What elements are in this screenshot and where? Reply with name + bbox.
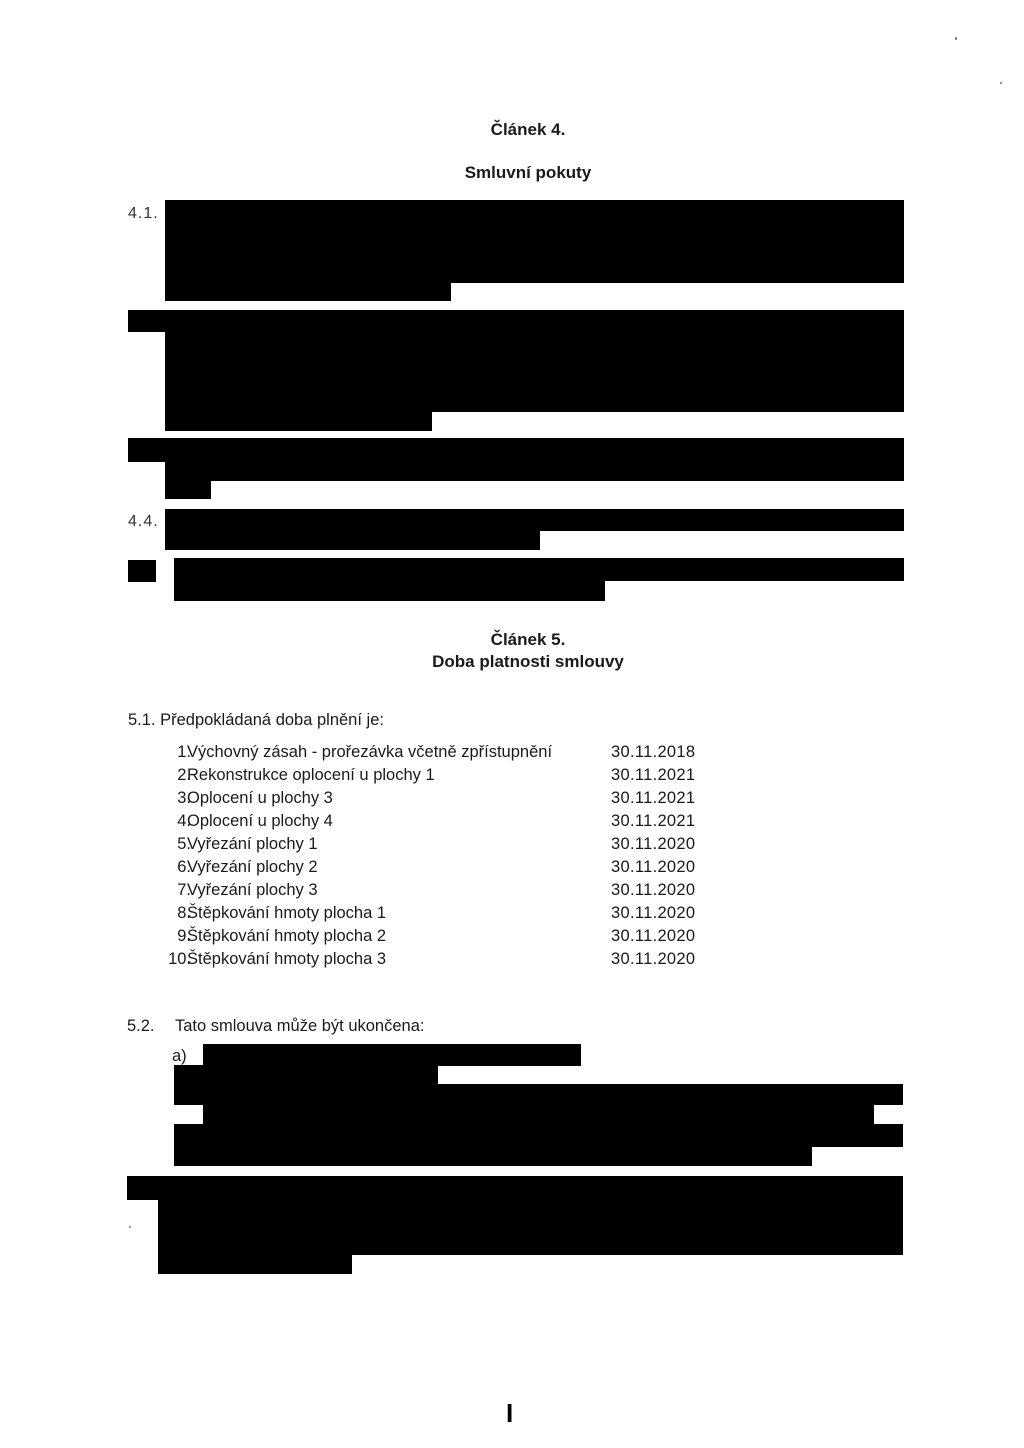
redaction-block [165,200,904,283]
article-4-subtitle: Smluvní pokuty [464,163,592,182]
redaction-block [174,1146,812,1166]
list-item-label: Oplocení u plochy 4 [187,812,333,830]
list-item-number: 10. [168,950,191,968]
list-item [157,950,717,973]
redaction-block [203,1044,581,1066]
list-item-date: 30.11.2020 [611,904,696,922]
redaction-block [128,438,904,462]
redaction-block [165,509,904,531]
clause-5-2-number: 5.2. [127,1017,155,1035]
list-item-label: Vyřezání plochy 1 [187,835,318,853]
list-item-date: 30.11.2020 [611,835,696,853]
redaction-block [203,1104,874,1125]
clause-5-1-text: 5.1. Předpokládaná doba plnění je: [128,711,384,729]
page-mark: I [506,1398,514,1428]
redaction-block [165,411,432,431]
list-item-number: 3. [177,789,191,807]
list-item-date: 30.11.2021 [611,789,696,807]
list-item-number: 1. [177,743,191,761]
redaction-block [174,580,605,601]
redaction-block [158,1253,352,1274]
redaction-block [174,1084,903,1105]
list-item-label: Štěpkování hmoty plocha 2 [187,927,387,945]
list-item-date: 30.11.2020 [611,950,696,968]
list-item-label: Rekonstrukce oplocení u plochy 1 [187,766,435,784]
redaction-block [165,460,904,481]
list-item-label: Vyřezání plochy 3 [187,881,318,899]
redaction-block [158,1198,903,1255]
clause-5-2-text: Tato smlouva může být ukončena: [175,1017,425,1035]
list-item-date: 30.11.2020 [611,858,696,876]
scan-speck [129,1226,131,1228]
scan-speck [955,37,957,40]
list-item-label: Štěpkování hmoty plocha 1 [187,904,387,922]
list-item [157,927,717,950]
list-item [157,743,717,766]
clause-4-4-number: 4.4. [128,513,159,530]
redaction-block [165,530,540,550]
list-item [157,904,717,927]
list-item-number: 8. [177,904,191,922]
list-item-date: 30.11.2018 [611,743,696,761]
list-item [157,812,717,835]
list-item-date: 30.11.2021 [611,812,696,830]
list-item-number: 2. [177,766,191,784]
list-item-number: 9. [177,927,191,945]
list-item-number: 5. [177,835,191,853]
article-4-title: Článek 4. [490,120,566,139]
list-item [157,766,717,789]
list-item-date: 30.11.2021 [611,766,696,784]
item-a-label: a) [172,1047,187,1065]
redaction-block [165,480,211,499]
redaction-block [174,558,904,581]
list-item [157,789,717,812]
list-item [157,858,717,881]
redaction-block [165,282,451,301]
list-item-label: Štěpkování hmoty plocha 3 [187,950,387,968]
article-5-title: Článek 5. [490,630,566,649]
list-item-number: 7. [177,881,191,899]
list-item [157,881,717,904]
article-5-subtitle: Doba platnosti smlouvy [432,652,624,671]
list-item-label: Výchovný zásah - prořezávka včetně zpřístupnění [187,743,553,761]
list-item-number: 6. [177,858,191,876]
list-item-label: Vyřezání plochy 2 [187,858,318,876]
scan-speck [1000,82,1002,84]
list-item-label: Oplocení u plochy 3 [187,789,333,807]
list-item-date: 30.11.2020 [611,881,696,899]
redaction-block [174,1124,903,1147]
redaction-block [128,310,904,332]
redaction-block [127,1176,903,1200]
clause-4-1-number: 4.1. [128,205,159,222]
list-item [157,835,717,858]
list-item-date: 30.11.2020 [611,927,696,945]
redaction-block [165,331,904,412]
redaction-block [174,1065,438,1085]
redaction-block [128,560,156,582]
list-item-number: 4. [177,812,191,830]
